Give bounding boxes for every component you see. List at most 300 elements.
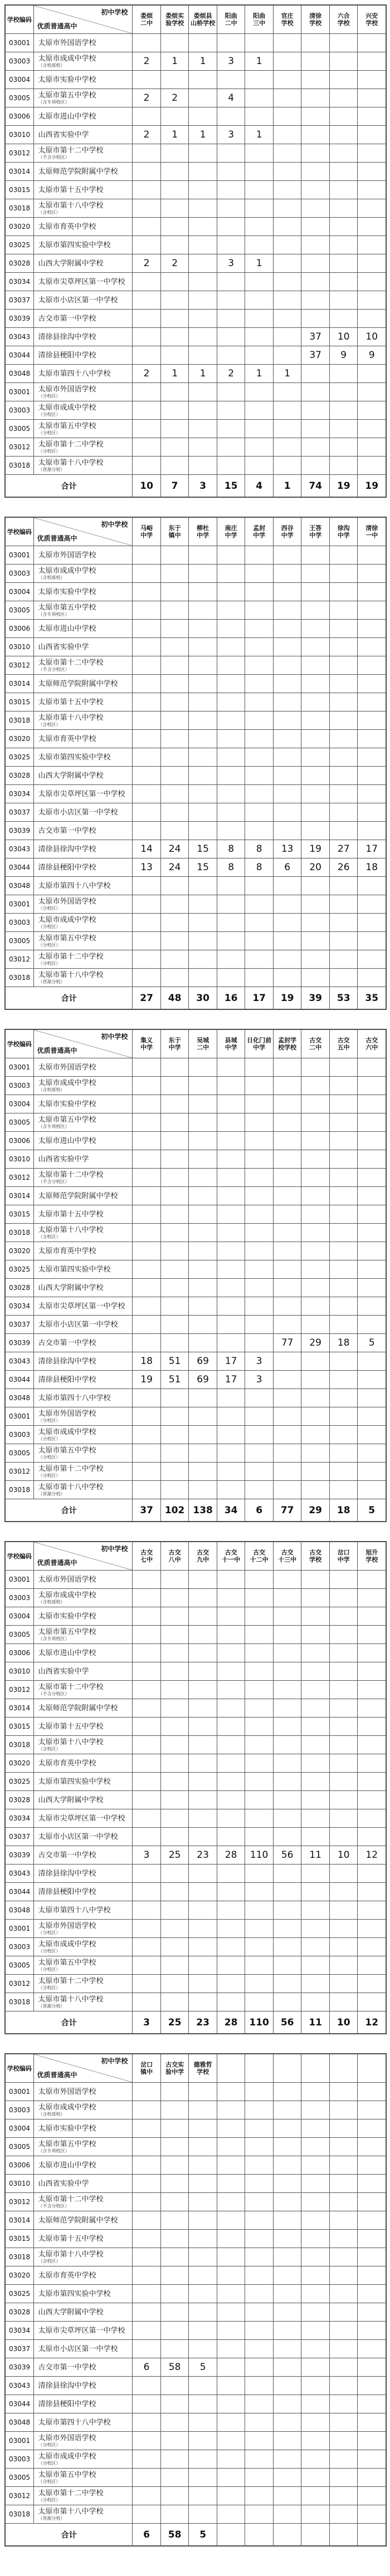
high-school-name: 太原市第十二中学校 <box>38 1171 104 1179</box>
quota-cell <box>273 2285 301 2303</box>
table-row <box>6 1444 386 1463</box>
quota-cell <box>245 601 274 620</box>
quota-cell <box>273 1058 301 1077</box>
table-row <box>6 401 386 420</box>
quota-cell: 23 <box>189 1846 217 1864</box>
quota-cell <box>358 1169 386 1187</box>
quota-cell <box>160 2083 189 2101</box>
total-cell: 6 <box>245 1499 274 1522</box>
quota-cell <box>329 1754 358 1773</box>
school-code-cell: 03048 <box>6 877 34 895</box>
high-school-name-cell <box>33 1077 133 1095</box>
table-row <box>6 2322 386 2340</box>
table-row <box>6 1607 386 1626</box>
school-code-cell: 03005 <box>6 420 34 438</box>
quota-cell <box>358 365 386 383</box>
high-school-name-cell <box>33 2138 133 2156</box>
quota-cell <box>358 89 386 107</box>
quota-cell <box>301 877 330 895</box>
quota-cell <box>301 1754 330 1773</box>
high-school-name: 太原市小店区第一中学校 <box>38 1832 118 1841</box>
middle-school-column-header: 马峪 中学 <box>133 518 161 546</box>
quota-cell <box>189 656 217 675</box>
quota-cell <box>189 730 217 748</box>
high-school-name-cell <box>33 89 133 107</box>
quota-cell <box>301 71 330 89</box>
school-code-cell: 03014 <box>6 675 34 693</box>
quota-cell <box>273 346 301 365</box>
quota-cell <box>189 1224 217 1242</box>
quota-table <box>5 5 386 497</box>
quota-cell <box>160 2450 189 2469</box>
quota-cell <box>329 1975 358 1993</box>
quota-cell <box>160 71 189 89</box>
quota-cell <box>273 1883 301 1901</box>
high-school-name-cell <box>33 1297 133 1316</box>
table-row <box>6 1371 386 1389</box>
quota-cell <box>217 1699 245 1718</box>
quota-cell <box>358 2083 386 2101</box>
quota-cell <box>160 969 189 987</box>
middle-school-column-header: 南庄 中学 <box>217 518 245 546</box>
quota-cell <box>301 1809 330 1828</box>
quota-cell <box>245 1883 274 1901</box>
quota-cell <box>273 1242 301 1260</box>
high-school-name: 太原市第四十八中学校 <box>38 881 111 890</box>
quota-cell <box>160 181 189 199</box>
quota-cell <box>160 1316 189 1334</box>
quota-cell <box>358 565 386 583</box>
quota-cell <box>301 1242 330 1260</box>
high-school-name: 太原市第十二中学校 <box>38 2489 104 2498</box>
total-row <box>6 2524 386 2546</box>
high-school-name: 太原市第四十八中学校 <box>38 1394 111 1402</box>
quota-cell <box>301 401 330 420</box>
total-cell: 39 <box>301 987 330 1009</box>
table-row <box>6 1169 386 1187</box>
high-school-name: 太原市第十二中学校 <box>38 659 104 667</box>
quota-cell <box>273 620 301 638</box>
total-cell: 10 <box>133 475 161 497</box>
high-school-name-cell <box>33 163 133 181</box>
quota-cell <box>301 2340 330 2358</box>
table-row <box>6 1828 386 1846</box>
high-school-name: 太原市第十八中学校 <box>38 202 104 210</box>
quota-cell <box>329 1297 358 1316</box>
school-code-cell: 03014 <box>6 1699 34 1718</box>
table-row <box>6 291 386 310</box>
quota-cell <box>329 34 358 52</box>
school-code-cell: 03003 <box>6 2101 34 2119</box>
high-school-name: 太原市育英中学校 <box>38 2271 96 2280</box>
school-code-cell: 03014 <box>6 1187 34 1205</box>
table-row <box>6 2101 386 2119</box>
middle-school-column-header: 日化门前 中学 <box>245 1030 274 1058</box>
high-school-name-cell <box>33 1993 133 2011</box>
quota-cell <box>160 748 189 767</box>
quota-cell <box>329 1113 358 1132</box>
quota-cell <box>133 1481 161 1499</box>
high-school-name: 太原市第五中学校 <box>38 2140 96 2148</box>
middle-school-column-header <box>273 2054 301 2083</box>
quota-cell: 13 <box>133 858 161 877</box>
high-school-name: 太原市进山中学校 <box>38 1136 96 1145</box>
total-label: 合计 <box>6 2011 133 2034</box>
quota-cell <box>245 71 274 89</box>
table-row <box>6 1205 386 1224</box>
quota-cell: 110 <box>245 1846 274 1864</box>
quota-cell <box>273 895 301 914</box>
high-school-name: 古交市第一中学校 <box>38 1851 96 1859</box>
table-row <box>6 1975 386 1993</box>
quota-cell <box>245 2505 274 2524</box>
quota-cell <box>301 2266 330 2285</box>
quota-cell <box>245 2469 274 2487</box>
table-row <box>6 144 386 163</box>
campus-note: （分校区） <box>38 1436 61 1441</box>
total-cell: 25 <box>160 2011 189 2034</box>
quota-cell <box>189 1828 217 1846</box>
quota-cell <box>217 601 245 620</box>
high-school-name-cell <box>33 291 133 310</box>
quota-cell <box>245 712 274 730</box>
quota-cell <box>273 1132 301 1150</box>
quota-cell: 17 <box>217 1352 245 1371</box>
quota-cell <box>329 1956 358 1975</box>
quota-cell <box>329 1463 358 1481</box>
quota-cell <box>245 1334 274 1352</box>
quota-cell <box>273 2101 301 2119</box>
quota-cell <box>358 2377 386 2395</box>
quota-cell <box>245 1901 274 1920</box>
quota-cell <box>301 1736 330 1754</box>
high-school-axis-label: 优质普通高中 <box>37 2071 77 2079</box>
high-school-name-cell <box>33 693 133 712</box>
high-school-name-cell <box>33 1352 133 1371</box>
quota-cell <box>358 767 386 785</box>
quota-cell <box>160 2340 189 2358</box>
quota-cell <box>217 2450 245 2469</box>
high-school-name: 清徐县徐沟中学校 <box>38 845 96 853</box>
quota-cell <box>245 346 274 365</box>
total-cell: 1 <box>273 475 301 497</box>
quota-cell <box>133 2156 161 2175</box>
quota-cell <box>245 1956 274 1975</box>
table-row <box>6 34 386 52</box>
quota-cell <box>245 1279 274 1297</box>
quota-cell <box>160 1809 189 1828</box>
school-code-cell: 03012 <box>6 438 34 457</box>
quota-cell <box>358 199 386 218</box>
quota-cell <box>301 1920 330 1938</box>
school-code-cell: 03044 <box>6 1371 34 1389</box>
quota-cell <box>329 1589 358 1607</box>
quota-cell: 15 <box>189 840 217 858</box>
school-code-cell: 03028 <box>6 1791 34 1809</box>
quota-cell <box>133 675 161 693</box>
quota-cell <box>329 420 358 438</box>
quota-cell <box>217 2303 245 2322</box>
school-code-cell: 03043 <box>6 2377 34 2395</box>
quota-cell <box>273 107 301 126</box>
quota-cell <box>133 583 161 601</box>
quota-cell <box>160 1736 189 1754</box>
quota-table-block <box>4 4 387 498</box>
quota-cell <box>358 1187 386 1205</box>
quota-cell <box>245 2083 274 2101</box>
quota-cell <box>133 236 161 254</box>
quota-cell <box>358 1901 386 1920</box>
quota-cell <box>189 1279 217 1297</box>
quota-cell <box>160 601 189 620</box>
quota-cell <box>133 767 161 785</box>
quota-cell <box>217 401 245 420</box>
table-row <box>6 1132 386 1150</box>
quota-cell <box>273 969 301 987</box>
middle-school-axis-label: 初中学校 <box>101 1033 128 1041</box>
table-row <box>6 2119 386 2138</box>
quota-cell <box>217 2230 245 2248</box>
total-cell: 5 <box>189 2524 217 2546</box>
quota-cell <box>273 71 301 89</box>
high-school-name-cell <box>33 1389 133 1407</box>
high-school-name-cell <box>33 2322 133 2340</box>
quota-cell <box>301 1828 330 1846</box>
campus-note: （晋源分校） <box>38 2004 65 2009</box>
quota-cell <box>273 1371 301 1389</box>
middle-school-column-header: 古交 十一中 <box>217 1542 245 1571</box>
quota-cell <box>358 932 386 950</box>
quota-cell <box>273 1444 301 1463</box>
quota-cell <box>301 1481 330 1499</box>
quota-cell <box>301 236 330 254</box>
high-school-name: 太原市育英中学校 <box>38 1759 96 1768</box>
quota-cell <box>245 310 274 328</box>
middle-school-column-header: 阳曲 三中 <box>245 6 274 34</box>
high-school-name-cell <box>33 401 133 420</box>
quota-cell <box>217 620 245 638</box>
quota-cell <box>329 2432 358 2450</box>
quota-cell <box>301 2285 330 2303</box>
middle-school-column-header: 徐沟 中学 <box>329 518 358 546</box>
quota-cell: 51 <box>160 1371 189 1389</box>
quota-cell <box>160 620 189 638</box>
high-school-name: 太原市成成中学校 <box>38 1079 96 1087</box>
high-school-name-cell <box>33 383 133 401</box>
quota-cell <box>358 2322 386 2340</box>
quota-cell <box>245 1681 274 1699</box>
total-cell <box>358 2524 386 2546</box>
high-school-name: 太原市尖草坪区第一中学校 <box>38 2326 125 2335</box>
quota-cell <box>329 1828 358 1846</box>
quota-cell <box>217 1809 245 1828</box>
quota-cell <box>273 656 301 675</box>
quota-cell <box>245 1828 274 1846</box>
high-school-name-cell <box>33 969 133 987</box>
quota-cell <box>301 1444 330 1463</box>
table-row <box>6 346 386 365</box>
table-row <box>6 803 386 822</box>
table-row <box>6 420 386 438</box>
quota-cell <box>329 438 358 457</box>
quota-cell <box>273 2303 301 2322</box>
quota-cell <box>273 1736 301 1754</box>
table-row <box>6 2505 386 2524</box>
table-row <box>6 656 386 675</box>
high-school-name-cell <box>33 2211 133 2230</box>
quota-cell <box>160 2230 189 2248</box>
table-row <box>6 2303 386 2322</box>
quota-cell <box>217 1901 245 1920</box>
school-code-header: 学校编码 <box>6 1542 34 1571</box>
high-school-name-cell <box>33 199 133 218</box>
high-school-name: 太原市成成中学校 <box>38 2452 96 2461</box>
school-code-cell: 03034 <box>6 273 34 291</box>
school-code-cell: 03039 <box>6 1846 34 1864</box>
quota-cell <box>217 310 245 328</box>
school-code-cell: 03039 <box>6 1334 34 1352</box>
quota-cell <box>245 1662 274 1681</box>
quota-cell <box>189 1662 217 1681</box>
quota-cell <box>189 144 217 163</box>
quota-cell <box>160 346 189 365</box>
table-row <box>6 2358 386 2377</box>
quota-cell <box>217 457 245 475</box>
quota-cell <box>245 1242 274 1260</box>
table-row <box>6 2450 386 2469</box>
quota-cell <box>217 2083 245 2101</box>
high-school-name-cell <box>33 1224 133 1242</box>
quota-cell <box>217 1571 245 1589</box>
table-row <box>6 107 386 126</box>
quota-cell <box>217 1279 245 1297</box>
quota-cell <box>160 932 189 950</box>
school-code-cell: 03003 <box>6 1426 34 1444</box>
school-code-cell: 03034 <box>6 1809 34 1828</box>
quota-cell <box>160 693 189 712</box>
quota-cell <box>189 2487 217 2505</box>
quota-cell <box>301 803 330 822</box>
quota-cell <box>160 2285 189 2303</box>
quota-cell <box>273 1095 301 1113</box>
quota-cell <box>133 1297 161 1316</box>
high-school-name: 太原市实验中学校 <box>38 2124 96 2133</box>
quota-cell <box>245 2340 274 2358</box>
quota-cell <box>273 822 301 840</box>
school-code-cell: 03001 <box>6 546 34 565</box>
quota-cell <box>133 1113 161 1132</box>
quota-cell <box>133 620 161 638</box>
middle-school-column-header: 清徐 一中 <box>358 518 386 546</box>
total-cell: 7 <box>160 475 189 497</box>
quota-cell <box>133 1993 161 2011</box>
high-school-name: 太原市第五中学校 <box>38 934 96 943</box>
quota-cell <box>217 1938 245 1956</box>
quota-cell <box>301 1644 330 1662</box>
quota-cell <box>245 1791 274 1809</box>
quota-cell <box>217 1150 245 1169</box>
quota-cell <box>160 1920 189 1938</box>
middle-school-column-header: 吴城 二中 <box>189 1030 217 1058</box>
quota-cell <box>358 712 386 730</box>
total-cell: 37 <box>133 1499 161 1522</box>
quota-cell <box>329 1571 358 1589</box>
quota-cell <box>217 914 245 932</box>
quota-cell <box>358 1956 386 1975</box>
school-code-cell: 03018 <box>6 457 34 475</box>
total-cell: 27 <box>133 987 161 1009</box>
school-code-cell: 03044 <box>6 2395 34 2413</box>
quota-cell <box>301 2395 330 2413</box>
total-cell: 58 <box>160 2524 189 2546</box>
quota-cell <box>133 2432 161 2450</box>
quota-cell <box>133 969 161 987</box>
quota-cell <box>301 2175 330 2193</box>
quota-cell: 3 <box>217 254 245 273</box>
quota-cell <box>329 1205 358 1224</box>
school-code-cell: 03025 <box>6 2285 34 2303</box>
high-school-name: 太原市育英中学校 <box>38 222 96 231</box>
table-row <box>6 858 386 877</box>
quota-cell <box>189 601 217 620</box>
quota-cell <box>133 2193 161 2211</box>
high-school-name-cell <box>33 1938 133 1956</box>
quota-cell <box>273 236 301 254</box>
total-cell: 10 <box>329 2011 358 2034</box>
campus-note: （分校区） <box>38 1455 61 1460</box>
high-school-name-cell <box>33 218 133 236</box>
quota-cell <box>358 1297 386 1316</box>
table-row <box>6 2211 386 2230</box>
high-school-name-cell <box>33 1901 133 1920</box>
quota-cell <box>189 1975 217 1993</box>
quota-cell: 11 <box>301 1846 330 1864</box>
total-cell: 30 <box>189 987 217 1009</box>
total-cell: 35 <box>358 987 386 1009</box>
high-school-name-cell <box>33 1132 133 1150</box>
middle-school-column-header: 柳杜 中学 <box>189 518 217 546</box>
quota-cell: 15 <box>189 858 217 877</box>
high-school-name: 太原市第十二中学校 <box>38 953 104 961</box>
quota-cell <box>358 2432 386 2450</box>
quota-cell <box>245 1407 274 1426</box>
high-school-name: 太原市第十五中学校 <box>38 2234 104 2243</box>
quota-cell <box>133 273 161 291</box>
quota-cell <box>160 291 189 310</box>
quota-cell <box>189 1773 217 1791</box>
quota-cell <box>245 1389 274 1407</box>
high-school-name-cell <box>33 420 133 438</box>
quota-cell <box>245 620 274 638</box>
total-cell: 28 <box>217 2011 245 2034</box>
quota-cell <box>245 2303 274 2322</box>
quota-cell: 17 <box>358 840 386 858</box>
school-code-cell: 03020 <box>6 218 34 236</box>
quota-cell <box>189 1297 217 1316</box>
quota-cell <box>189 2377 217 2395</box>
quota-cell <box>301 1352 330 1371</box>
quota-cell <box>273 803 301 822</box>
school-code-cell: 03001 <box>6 34 34 52</box>
quota-cell <box>329 1352 358 1371</box>
quota-cell <box>160 1132 189 1150</box>
high-school-name: 太原市第四十八中学校 <box>38 1906 111 1915</box>
quota-cell <box>133 1463 161 1481</box>
quota-cell <box>217 346 245 365</box>
quota-cell <box>217 1389 245 1407</box>
quota-cell <box>301 438 330 457</box>
quota-cell: 2 <box>160 254 189 273</box>
